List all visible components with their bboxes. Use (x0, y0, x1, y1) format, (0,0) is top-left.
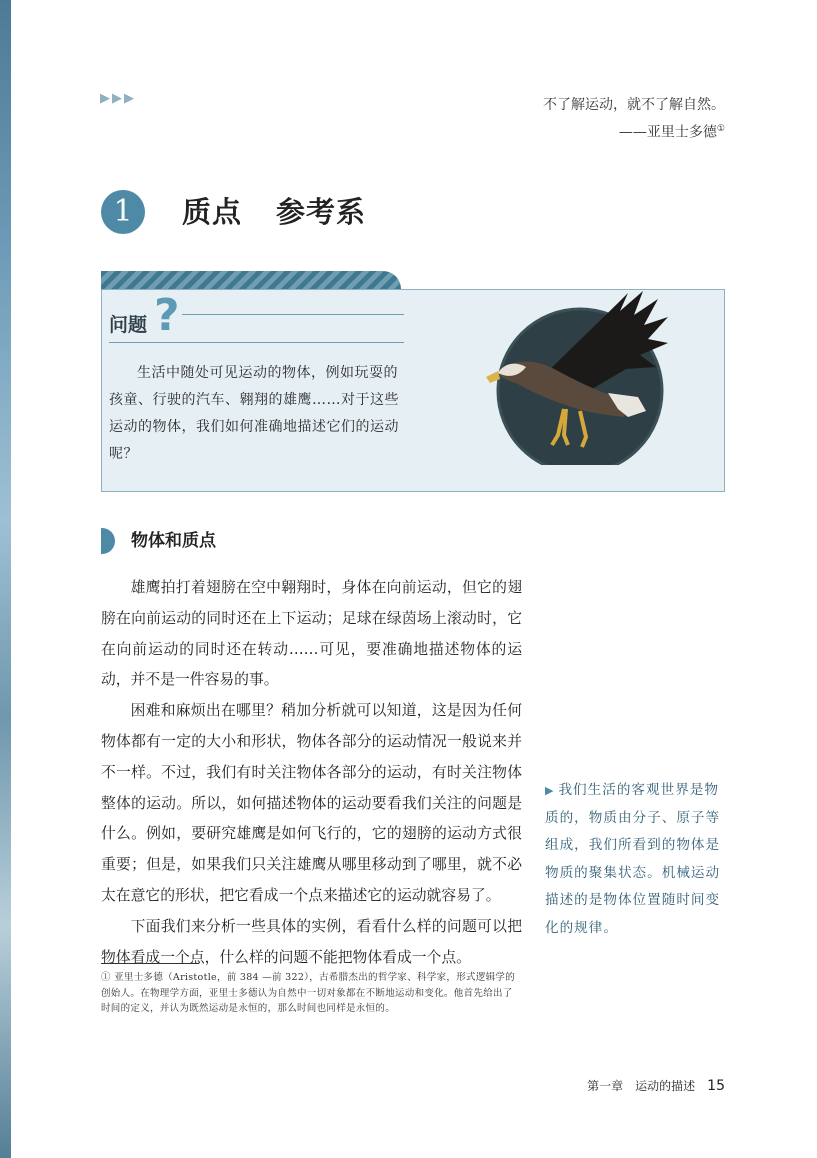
triangle-bullet-icon: ▶ (545, 784, 555, 797)
epigraph (543, 93, 725, 145)
section-arrows-icon: ▶▶▶ (100, 91, 136, 106)
question-mark-icon: ? (154, 290, 180, 341)
section-title-part1: 质点 (182, 195, 243, 229)
eagle-image (468, 285, 678, 465)
epigraph-quote: 不了解运动，就不了解自然。 (543, 97, 725, 113)
section-title (182, 190, 366, 234)
body-paragraph: 困难和麻烦出在哪里？稍加分析就可以知道，这是因为任何物体都有一定的大小和形状，物体各部分的运动情况一般说来并不一样。不过，我们有时关注物体各部分的运动，有时关注物体整体的运动。所以，如何描述物体的运动要看我们关注的问题是什么。例如，要研究雄鹰是如何飞行的，它的翅膀的运动方式很重要；但是，如果我们只关注雄鹰从哪里移动到了哪里，就不必太在意它的形状，把它看成一个点来描述它的运动就容易了。 (101, 702, 522, 904)
question-rule (109, 342, 404, 343)
body-paragraph: 下面我们来分析一些具体的实例，看看什么样的问题可以把物体看成一个点，什么样的问题不能把物体看成一个点。 (101, 917, 522, 966)
footnote: ① 亚里士多德（Aristotle，前 384 —前 322），古希腊杰出的哲学家、科学家，形式逻辑学的创始人。在物理学方面，亚里士多德认为自然中一切对象都在不断地运动和变化。他首先给出了时间的定义，并认为既然运动是永恒的，那么时间也同样是永恒的。 (101, 972, 516, 1014)
section-title-part2: 参考系 (276, 195, 367, 229)
body-paragraph: 雄鹰拍打着翅膀在空中翱翔时，身体在向前运动，但它的翅膀在向前运动的同时还在上下运动；足球在绿茵场上滚动时，它在向前运动的同时还在转动……可见，要准确地描述物体的运动，并不是一件容易的事。 (101, 579, 522, 689)
epigraph-author: ——亚里士多德 (618, 124, 717, 141)
page-number: 15 (707, 1078, 725, 1094)
footnote-rule (101, 963, 199, 964)
eagle-illustration (468, 285, 678, 465)
section-number-badge: 1 (101, 190, 145, 234)
question-box-tab (101, 271, 401, 289)
body-text (101, 573, 522, 973)
chapter-label: 第一章 运动的描述 (587, 1079, 696, 1093)
epigraph-note-mark: ① (716, 124, 725, 134)
subsection-title: 物体和质点 (131, 531, 216, 551)
book-spine-edge (0, 0, 11, 1158)
subsection-marker (101, 528, 115, 554)
question-heading: 问题 (109, 314, 148, 336)
side-note (545, 777, 730, 942)
page-footer (587, 1077, 725, 1094)
side-note-text: 我们生活的客观世界是物质的，物质由分子、原子等组成，我们所看到的物体是物质的聚集状态。机械运动描述的是物体位置随时间变化的规律。 (545, 782, 721, 936)
question-text: 生活中随处可见运动的物体，例如玩耍的孩童、行驶的汽车、翱翔的雄鹰……对于这些运动的物体，我们如何准确地描述它们的运动呢？ (109, 365, 399, 462)
question-rule (182, 314, 404, 315)
epigraph-author-line (543, 117, 725, 145)
